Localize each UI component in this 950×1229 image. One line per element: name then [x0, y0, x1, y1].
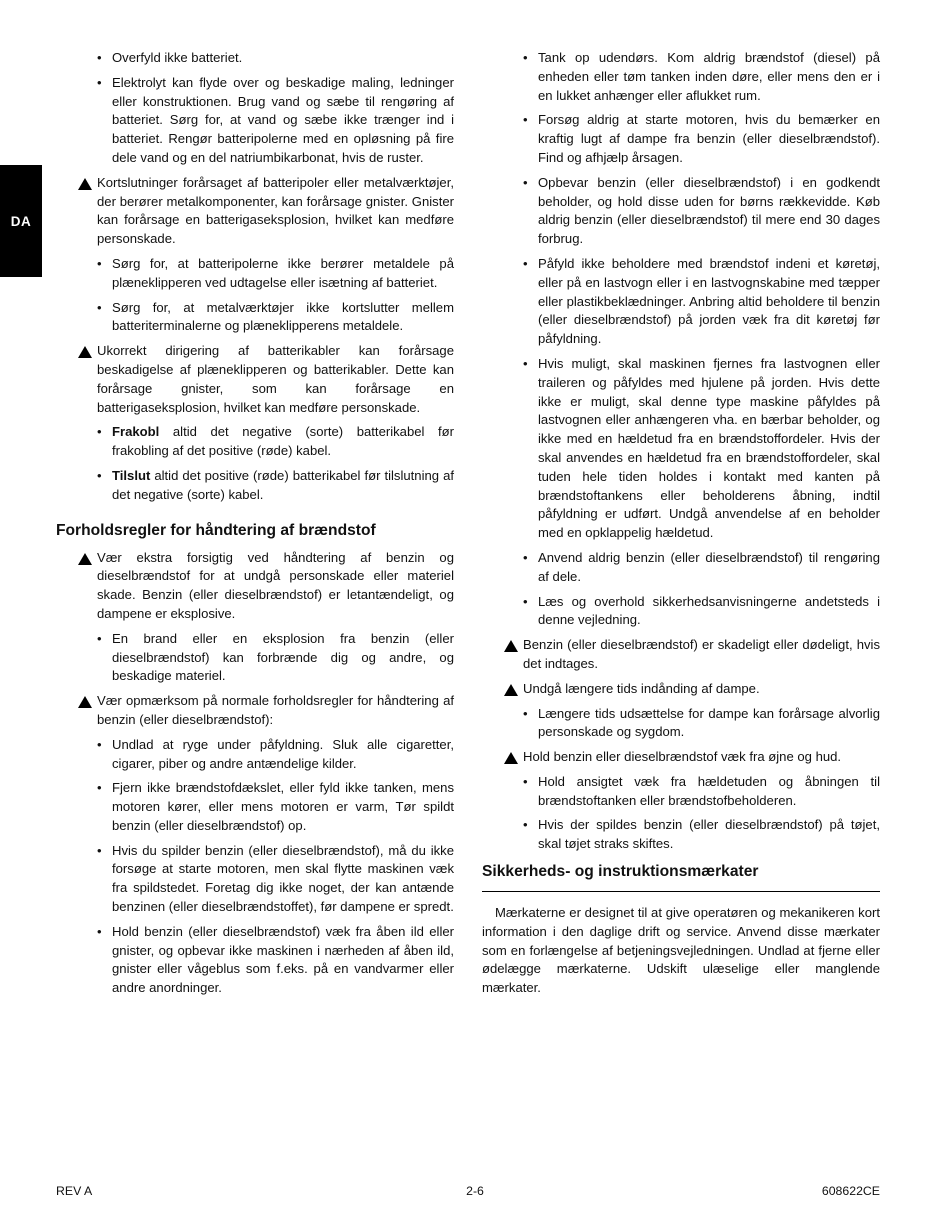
bullet-dot: • [523, 817, 528, 833]
list-item [482, 111, 880, 167]
bullet-dot: • [97, 50, 102, 65]
warning-triangle-icon [78, 553, 92, 565]
list-item [482, 355, 880, 543]
list-item [482, 255, 880, 349]
right-column [482, 49, 880, 998]
footer-revision: REV A [56, 1184, 93, 1198]
warning-triangle-icon [504, 684, 518, 696]
bullet-dot: • [97, 467, 102, 483]
list-item [56, 736, 454, 774]
bullet-text: altid det positive (røde) batterikabel før tilslutning af det negative (sorte) kabel. [112, 467, 454, 502]
bullet-text: Elektrolyt kan flyde over og beskadige maling, ledninger eller konstruktionen. Brug vand og sæbe til rengøring af batteriet. Sørg for, at vand og sæbe ikke trænger ind i batteriet. Rengør batteripolerne med en opløsning på fire dele vand og en del natriumbikarbonat, hvis de ruster. [112, 74, 454, 165]
bullet-dot: • [523, 773, 528, 789]
bullet-dot: • [97, 780, 102, 796]
section-heading-fuel: Forholdsregler for håndtering af brændstof [56, 521, 376, 539]
list-item [482, 593, 880, 631]
bullet-dot: • [523, 355, 528, 371]
bullet-dot: • [97, 923, 102, 939]
list-item [56, 74, 454, 168]
bullet-text: Fjern ikke brændstofdækslet, eller fyld ikke tanken, mens motoren kører, eller mens motoren er varm, Tør spildt benzin (eller dieselbrændstof) op. [112, 780, 454, 833]
section-heading-labels: Sikkerheds- og instruktionsmærkater [482, 862, 880, 892]
footer-doc-number: 608622CE [821, 1184, 880, 1198]
warning-text: Hold benzin eller dieselbrændstof væk fra øjne og hud. [523, 749, 842, 765]
bullet-text: Hvis der spildes benzin (eller dieselbrændstof) på tøjet, skal tøjet straks skiftes. [538, 817, 880, 852]
list-item [56, 467, 454, 505]
bullet-dot: • [523, 593, 528, 609]
bullet-dot: • [97, 736, 102, 752]
warning-text: Vær opmærksom på normale forholdsregler for håndtering af benzin (eller dieselbrændstof): [97, 693, 454, 727]
bullet-text: Hold benzin (eller dieselbrændstof) væk fra åben ild eller gnister, og opbevar ikke maskinen i nærheden af åben ild, gnister eller vågeblus som f.eks. på en vandvarmer eller andre anordninger. [112, 923, 454, 996]
list-item [482, 174, 880, 249]
list-item [56, 255, 454, 293]
warning-text: Undgå længere tids indånding af dampe. [523, 680, 760, 696]
bullet-text: Påfyld ikke beholdere med brændstof indeni et køretøj, eller på en lastvogn eller i en lastvognskabine med tæpper eller plastikbeklædninger. Anbring altid beholdere til benzin (eller dieselbrændstof) på jorden væk fra dit køretøj før påfyldning. [538, 255, 880, 347]
bullet-text: En brand eller en eksplosion fra benzin (eller dieselbrændstof) kan forbrænde dig og andre, og beskadige materiel. [112, 630, 454, 684]
bullet-text: Sørg for, at batteripolerne ikke berører metaldele på plæneklipperen ved udtagelse eller isætning af batteriet. [112, 255, 454, 290]
bullet-text: Undlad at ryge under påfyldning. Sluk alle cigaretter, cigarer, piber og andre antændelige kilder. [112, 736, 454, 771]
bullet-text: Længere tids udsættelse for dampe kan forårsage alvorlig personskade og sygdom. [538, 705, 880, 740]
list-item [482, 773, 880, 811]
bullet-text: altid det negative (sorte) batterikabel før frakobling af det positive (røde) kabel. [112, 424, 454, 459]
list-item [482, 49, 880, 105]
list-item [482, 549, 880, 587]
warning-text: Ukorrekt dirigering af batterikabler kan forårsage beskadigelse af plæneklipperen og batterikabler. Dette kan forårsage gnister, som kan forårsage en batterigaseksplosion, hvilket kan medføre personskade. [97, 343, 454, 415]
bullet-text: Hvis muligt, skal maskinen fjernes fra lastvognen eller traileren og påfyldes med hjulene på jorden. Hvis dette ikke er muligt, skal denne type maskine påfyldes på lastvognen eller anhængeren vha. en bærbar beholder, og ikke med en hældetud fra en brændstoffordeler. Hvis der skal anvendes en hældetud fra en brændstoffordeler, skal tuden hele tiden holdes i kontakt med kanten på brændstoftankens eller beholderens åbning, indtil påfyldning er udført. Undgå anvendelse af en beholder med en opklappelig hældetud. [538, 355, 880, 541]
language-tab: DA [0, 165, 42, 277]
labels-paragraph: Mærkaterne er designet til at give operatøren og mekanikeren kort information i den daglige drift og service. Anvend disse mærkater som en forlængelse af betjeningsvejledningen. Undlad at fjerne eller ødelægge mærkaterne. Udskift ulæselige eller manglende mærkater. [482, 905, 880, 996]
bullet-text: Sørg for, at metalværktøjer ikke kortslutter mellem batteriterminalerne og plæneklipperens metaldele. [112, 299, 454, 334]
bullet-dot: • [97, 299, 102, 315]
bullet-dot: • [97, 424, 102, 440]
list-item [56, 923, 454, 998]
list-item [56, 299, 454, 337]
warning-item [56, 342, 454, 417]
bullet-text: Tank op udendørs. Kom aldrig brændstof (diesel) på enheden eller tøm tanken inden døre, eller mens den er i en lukket anhænger eller aflukket rum. [538, 50, 880, 103]
bullet-dot: • [523, 255, 528, 271]
list-item [482, 816, 880, 854]
warning-triangle-icon [78, 178, 92, 190]
bullet-text: Overfyld ikke batteriet. [112, 50, 243, 65]
bullet-bold-text: Tilslut [112, 467, 151, 483]
bullet-dot: • [523, 549, 528, 565]
warning-triangle-icon [78, 346, 92, 358]
bullet-text: Hold ansigtet væk fra hældetuden og åbningen til brændstoftanken eller brændstofbeholderen. [538, 773, 880, 808]
bullet-dot: • [97, 255, 102, 271]
warning-triangle-icon [78, 696, 92, 708]
bullet-dot: • [97, 842, 102, 858]
warning-item [56, 692, 454, 730]
list-item [56, 49, 454, 68]
list-item [482, 705, 880, 743]
left-column [56, 49, 454, 1004]
bullet-text: Anvend aldrig benzin (eller dieselbrændstof) til rengøring af dele. [538, 549, 880, 584]
list-item [56, 423, 454, 461]
warning-item [482, 680, 880, 699]
warning-item [482, 636, 880, 674]
list-item [56, 630, 454, 686]
warning-triangle-icon [504, 752, 518, 764]
bullet-text: Læs og overhold sikkerhedsanvisningerne andetsteds i denne vejledning. [538, 593, 880, 628]
bullet-dot: • [523, 112, 528, 128]
warning-text: Kortslutninger forårsaget af batteripoler eller metalværktøjer, der berører metalkomponenter, kan forårsage gnister. Gnister kan forårsage en batterigaseksplosion, hvilket kan medføre personskade. [97, 174, 454, 247]
bullet-text: Opbevar benzin (eller dieselbrændstof) i en godkendt beholder, og hold disse uden for børns rækkevidde. Køb aldrig benzin (eller dieselbrændstof) til mere end 30 dages forbrug. [538, 174, 880, 247]
warning-triangle-icon [504, 640, 518, 652]
warning-item [482, 748, 880, 767]
warning-text: Benzin (eller dieselbrændstof) er skadeligt eller dødeligt, hvis det indtages. [523, 637, 880, 671]
bullet-bold-text: Frakobl [112, 424, 160, 440]
bullet-dot: • [97, 630, 102, 646]
warning-item [56, 174, 454, 249]
bullet-dot: • [523, 174, 528, 190]
bullet-dot: • [523, 50, 528, 65]
bullet-dot: • [97, 74, 102, 90]
warning-item [56, 549, 454, 624]
bullet-text: Forsøg aldrig at starte motoren, hvis du bemærker en kraftig lugt af dampe fra benzin (eller dieselbrændstof). Find og afhjælp årsagen. [538, 112, 880, 165]
list-item [56, 842, 454, 917]
list-item [56, 779, 454, 835]
bullet-text: Hvis du spilder benzin (eller dieselbrændstof), må du ikke forsøge at starte motoren, men skal flytte maskinen væk fra spildstedet. Foretag dig ikke noget, der kan antænde benzinen (eller dieselbrændstoffet), før dampene er spredt. [112, 842, 454, 915]
bullet-dot: • [523, 705, 528, 721]
footer-page-number: 2-6 [466, 1184, 484, 1198]
warning-text: Vær ekstra forsigtig ved håndtering af benzin og dieselbrændstof for at undgå personskade eller materiel skade. Benzin (eller dieselbrændstof) er letantændeligt, og dampene er eksplosive. [97, 549, 454, 621]
